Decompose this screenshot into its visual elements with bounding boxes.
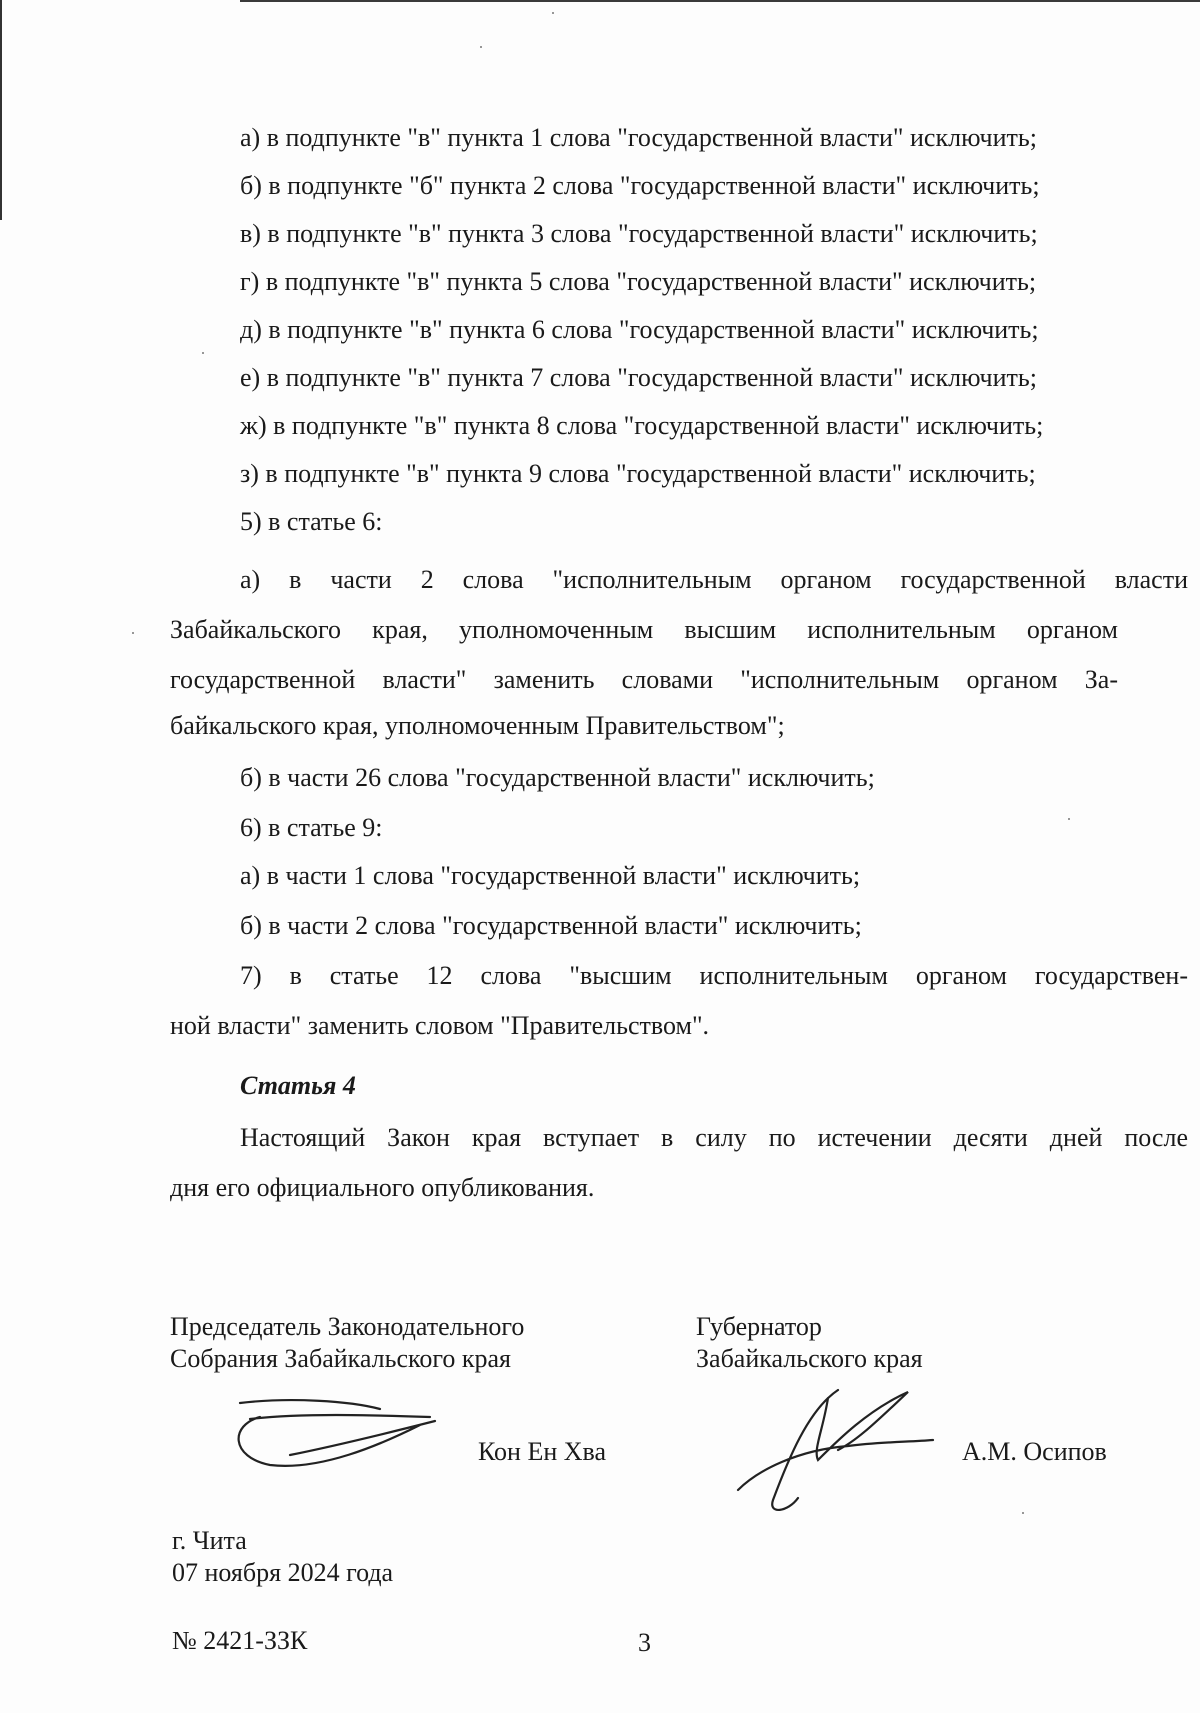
scan-speck xyxy=(1022,1512,1024,1514)
body-line: Забайкальского края, уполномоченным высшим исполнительным органом xyxy=(170,615,1118,644)
body-line: д) в подпункте "в" пункта 6 слова "государственной власти" исключить; xyxy=(240,315,1039,344)
scan-speck xyxy=(132,632,134,634)
scan-margin-mark xyxy=(0,0,2,220)
scan-speck xyxy=(552,12,554,14)
body-line: 5) в статье 6: xyxy=(240,507,383,536)
body-line: г) в подпункте "в" пункта 5 слова "государственной власти" исключить; xyxy=(240,267,1037,296)
left-signer-title-2: Собрания Забайкальского края xyxy=(170,1344,511,1373)
right-signer-title-2: Забайкальского края xyxy=(696,1344,923,1373)
law-number: № 2421-ЗЗК xyxy=(172,1626,308,1655)
article-heading: Статья 4 xyxy=(240,1071,356,1100)
scan-speck xyxy=(202,352,204,354)
scan-speck xyxy=(1068,818,1070,820)
body-line: байкальского края, уполномоченным Правительством"; xyxy=(170,711,785,740)
body-line: з) в подпункте "в" пункта 9 слова "государственной власти" исключить; xyxy=(240,459,1036,488)
body-line: а) в подпункте "в" пункта 1 слова "государственной власти" исключить; xyxy=(240,123,1037,152)
left-signature-mark xyxy=(230,1395,440,1475)
body-line: 7) в статье 12 слова "высшим исполнительным органом государствен- xyxy=(240,961,1188,990)
left-signer-name: Кон Ен Хва xyxy=(478,1437,607,1466)
scan-edge-line xyxy=(240,0,1200,2)
body-line: а) в части 2 слова "исполнительным органом государственной власти xyxy=(240,565,1188,594)
right-signature-mark xyxy=(728,1380,938,1520)
article-line: Настоящий Закон края вступает в силу по истечении десяти дней после xyxy=(240,1123,1188,1152)
scan-speck xyxy=(480,46,482,48)
body-line: б) в части 2 слова "государственной власти" исключить; xyxy=(240,911,862,940)
city: г. Чита xyxy=(172,1526,247,1555)
body-line: ж) в подпункте "в" пункта 8 слова "государственной власти" исключить; xyxy=(240,411,1044,440)
right-signer-title-1: Губернатор xyxy=(696,1312,822,1341)
left-signer-title-1: Председатель Законодательного xyxy=(170,1312,525,1341)
article-line: дня его официального опубликования. xyxy=(170,1173,595,1202)
page-number: 3 xyxy=(638,1628,651,1657)
body-line: е) в подпункте "в" пункта 7 слова "государственной власти" исключить; xyxy=(240,363,1037,392)
body-line: в) в подпункте "в" пункта 3 слова "государственной власти" исключить; xyxy=(240,219,1038,248)
body-line: государственной власти" заменить словами "исполнительным органом За- xyxy=(170,665,1118,694)
body-line: ной власти" заменить словом "Правительством". xyxy=(170,1011,710,1040)
body-line: 6) в статье 9: xyxy=(240,813,383,842)
body-line: б) в части 26 слова "государственной власти" исключить; xyxy=(240,763,875,792)
signing-date: 07 ноября 2024 года xyxy=(172,1558,394,1587)
body-line: б) в подпункте "б" пункта 2 слова "государственной власти" исключить; xyxy=(240,171,1040,200)
body-line: а) в части 1 слова "государственной власти" исключить; xyxy=(240,861,861,890)
right-signer-name: А.М. Осипов xyxy=(962,1437,1107,1466)
